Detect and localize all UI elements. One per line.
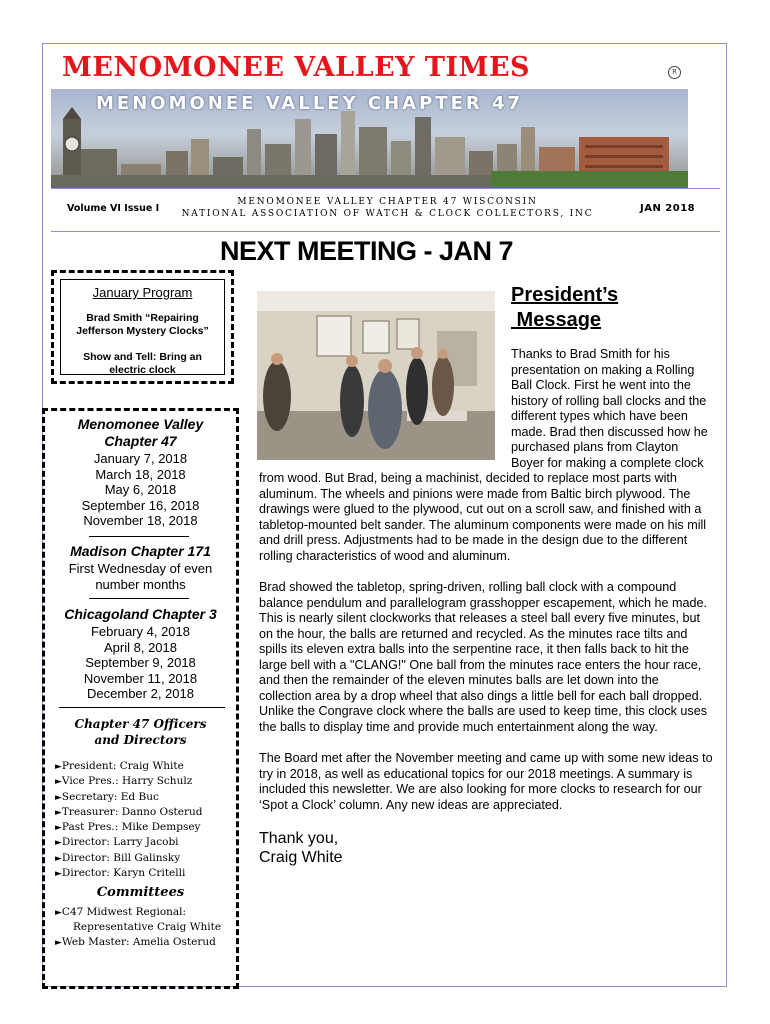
list-item: ►Web Master: Amelia Osterud [55,935,216,948]
committees-title: Committees [96,885,185,900]
meeting-date: February 4, 2018 [90,624,190,639]
bullet-arrow-icon: ► [55,777,62,788]
list-item: ►Secretary: Ed Buc [55,790,159,803]
chapter-line: MENOMONEE VALLEY CHAPTER 47 WISCONSIN [237,197,538,207]
association-line: NATIONAL ASSOCIATION OF WATCH & CLOCK COLLECTORS, INC [181,209,594,219]
masthead-title: MENOMONEE VALLEY TIMES [62,52,531,83]
section-title: Menomonee Valley [77,416,204,432]
signoff: Thank you, [259,830,339,847]
bullet-arrow-icon: ► [55,762,62,772]
list-item: ►Director: Larry Jacobi [55,836,179,849]
january-program-box [51,270,234,384]
banner-image [51,89,688,189]
divider [51,188,720,189]
list-item: ►Treasurer: Danno Osterud [55,805,203,818]
schedule-line: number months [95,576,186,592]
issue-date: JAN 2018 [640,203,696,214]
list-item: ►C47 Midwest Regional: [55,906,187,918]
meeting-date: March 18, 2018 [95,466,186,482]
list-item: Representative Craig White [73,921,222,934]
bullet-arrow-icon: ► [55,853,62,864]
divider [59,707,225,708]
meeting-date: September 9, 2018 [85,655,196,670]
program-title: January Program [92,285,193,300]
next-meeting-headline: NEXT MEETING - JAN 7 [220,236,514,266]
list-item: ►Vice Pres.: Harry Schulz [55,775,193,788]
meeting-date: April 8, 2018 [104,639,177,655]
list-item: ►Director: Karyn Critelli [55,867,186,880]
program-inner-frame [60,279,225,375]
banner-title: MENOMONEE VALLEY CHAPTER 47 [96,93,524,114]
presidents-message-body [259,347,714,867]
officers-title: Chapter 47 Officers [74,717,207,731]
officers-title: and Directors [94,733,187,747]
meeting-date: May 6, 2018 [104,482,177,497]
registered-mark: R [668,66,681,79]
bullet-arrow-icon: ► [55,869,62,880]
program-item: Brad Smith “Repairing Jefferson Mystery Clocks” [76,312,209,337]
meeting-date: September 16, 2018 [81,497,200,513]
paragraph: The Board met after the November meeting and came up with some new ideas to try in 2018, as well as educational topics for our 2018 meetings. A summary is included this newsletter. We are also looking for more clocks to research for our ‘Spot a Clock’ column. Any new ideas are appreciated. [259,751,713,812]
list-item: ►President: Craig White [55,760,184,772]
committees-list [55,905,234,950]
list-item: ►Director: Bill Galinsky [55,851,181,864]
bullet-arrow-icon: ► [55,908,62,918]
volume-issue: Volume VI Issue I [67,203,160,214]
section-title: Chapter 47 [104,433,177,449]
schedule-sidebar [42,408,239,989]
list-item: ►Past Pres.: Mike Dempsey [55,821,201,834]
bullet-arrow-icon: ► [55,937,62,948]
bullet-arrow-icon: ► [55,792,62,803]
signature [259,829,714,867]
meeting-date: December 2, 2018 [87,686,194,701]
paragraph: Thanks to Brad Smith for his presentation on making a Rolling Ball Clock. First he went into the history of rolling ball clocks and the different types which have been made. Brad then discussed how he purchased plans from Clayton Boyer for making a complete clock from wood. But Brad, being a machinist, decided to replace most parts with aluminum. The wheels and pinions were made from Baltic birch plywood. The drawings were glued to the plywood, cut out on a scroll saw, and finished with a tabletop-mounted belt sander. The aluminum components were made on his mill and drill press. Adjustments had to be made in the design due to the different rolling characteristics of wood and aluminum. [259,347,708,563]
section-title: Madison Chapter 171 [70,543,211,559]
presidents-message-title: President’s Message [511,284,619,331]
bullet-arrow-icon: ► [55,823,62,834]
meeting-date: November 18, 2018 [83,513,198,528]
schedule-line: First Wednesday of even [68,561,213,576]
divider [89,536,189,537]
divider [89,598,189,599]
signer-name: Craig White [259,849,343,866]
paragraph: Brad showed the tabletop, spring-driven, rolling ball clock with a compound balance pendulum and parallelogram grasshopper escapement, which he made. This is nearly silent clockworks that releases a steel ball every five minutes, but on the hour, the balls are returned and recycled. As the minutes race tilts and spills its eleven extra balls into the serpentine race, it then falls back to hit the large bell with a "CLANG!" One ball from the minutes race enters the hour race, and then the remainder of the eleven minutes balls are let down into the collection area by a drop wheel that also dings a little bell for each ball dropped. Unlike the Congrave clock where the balls are used to keep time, this clock uses the balls to display time and provide much entertainment along the way. [259,580,708,734]
bullet-arrow-icon: ► [55,838,62,849]
program-item: Show and Tell: Bring an electric clock [83,351,202,376]
meeting-date: January 7, 2018 [93,451,188,466]
section-title: Chicagoland Chapter 3 [64,606,217,622]
divider [51,231,720,232]
officers-list [55,759,234,881]
meeting-date: November 11, 2018 [83,670,198,686]
bullet-arrow-icon: ► [55,807,62,818]
